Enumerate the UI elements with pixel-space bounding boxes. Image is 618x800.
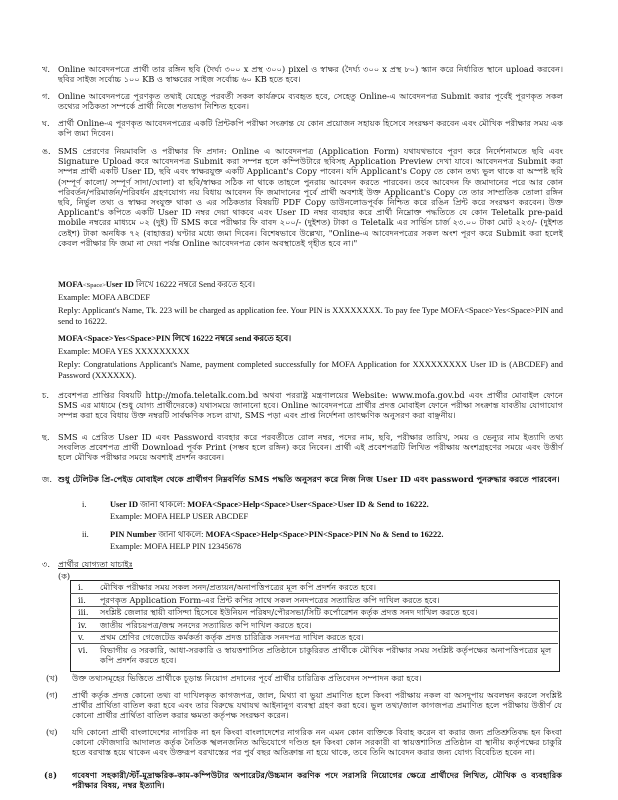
section-uma-text: SMS প্রেরণের নিয়মাবলি ও পরীক্ষার ফি প্রদান: Online এ আবেদনপত্র (Application Form) যথাযথভাবে পূরণ করে নির্দেশনামতে ছবি এবং Signature Upload করে আবেদনপত্র Submit করা সম্পন্ন হলে কম্পিউটারে ছবিসহ Application Preview দেখা যাবে। আবেদনপত্র Submit করা সম্পন্ন প্রার্থী একটি User ID, ছবি এবং স্বাক্ষরযুক্ত একটি Applicant's Copy পাবেন। যদি Applicant's Copy তে কোন তথ্য ভুল থাকে বা অস্পষ্ট ছবি (সম্পূর্ণ কালো/ সম্পূর্ণ সাদা/ঘোলা) বা ছবি/স্বাক্ষর সঠিক না থাকে তাহলে পুনরায় আবেদন করতে পারবেন। তবে আবেদন ফি জমাদানের পরে আর কোন পরিবর্তন/পরিমার্জন/পরিবর্ধন গ্রহণযোগ্য নয় বিধায় আবেদন ফি জমাদানের পূর্বে প্রার্থী অবশ্যই উক্ত Applicant's Copy তে তার সাম্প্রতিক তোলা রঙ্গিন ছবি, নির্ভুল তথ্য ও স্বাক্ষর সংযুক্ত থাকা ও এর সঠিকতার বিষয়টি PDF Copy ডাউনলোডপূর্বক নিশ্চিত করে রঙিন প্রিন্ট করে সংরক্ষণ করবেন। উক্ত Applicant's কপিতে একটি User ID নম্বর দেয়া থাকবে এবং User ID নম্বর ব্যবহার করে প্রার্থী নিম্নোক্ত পদ্ধতিতে যে কোন Teletalk pre-paid mobile নম্বরের মাধ্যমে ০২ (দুই) টি SMS করে পরীক্ষার ফি বাবদ ২০০/- (দুইশত) টাকা ও Teletalk এর সার্ভিস চার্জ ২৩.০০ টাকা মোট ২২৩/- (দুইশত তেইশ) টাকা অনধিক ৭২ (বাহাত্তর) ঘণ্টার মধ্যে জমা দিবেন। বিশেষভাবে উল্লেখ্য, "Online-এ আবেদনপত্রের সকল অংশ পূরণ করে Submit করা হলেই কেবল পরীক্ষার ফি জমা না দেয়া পর্যন্ত Online আবেদনপত্র কোন অবস্থাতেই গৃহীত হবে না।" <box>58 146 563 248</box>
recovery-ii-lead: PIN Number <box>110 530 157 539</box>
recovery-ii-lead-rest: জানা থাকলে: <box>158 530 204 539</box>
eligibility-item-label: ii. <box>78 594 86 605</box>
eligibility-ka-label: (ক) <box>58 571 71 581</box>
section-ja-text: শুধু টেলিটক প্রি-পেইড মোবাইল থেকে প্রার্থীগণ নিম্নবর্ণিত SMS পদ্ধতি অনুসরণ করে নিজ নিজ User ID এবং password পুনরুদ্ধার করতে পারবেন। <box>58 474 560 484</box>
eligibility-item-text: পূরণকৃত Application Form-এর প্রিন্ট কপির সাথে সকল সনদপত্রের সত্যায়িত কপি দাখিল করতে হবে। <box>100 594 440 605</box>
sms-first-space: <Space> <box>82 282 106 289</box>
sms-second-example: Example: MOFA YES XXXXXXXXX <box>58 347 190 356</box>
eligibility-title: প্রার্থীর যোগ্যতা যাচাইঃ <box>58 559 134 569</box>
eligibility-item-text: সংশ্লিষ্ট জেলার স্থায়ী বাসিন্দা হিসেবে ইউনিয়ন পরিষদ/পৌরসভা/সিটি কর্পোরেশন কর্তৃক প্রদত্ত সনদ দাখিল করতে হবে। <box>100 607 478 617</box>
eligibility-kha-label: (খ) <box>46 673 58 683</box>
section-ja-number: জ. <box>42 474 52 484</box>
eligibility-ga-label: (গ) <box>46 690 58 700</box>
eligibility-item-label: i. <box>78 582 84 592</box>
section-chha-text: SMS এ প্রেরিত User ID এবং Password ব্যবহার করে পরবর্তীতে রোল নম্বর, পদের নাম, ছবি, পরীক্ষার তারিখ, সময় ও ভেন্যুর নাম ইত্যাদি তথ্য সংবলিত প্রবেশপত্র প্রার্থী Download পূর্বক Print (সম্ভব হলে রঙ্গিন) করে নিবেন। প্রার্থী এই প্রবেশপত্রটি লিখিত পরীক্ষায় অংশগ্রহণের সময়ে এবং উত্তীর্ণ হলে মৌখিক পরীক্ষার সময়ে অবশ্যই প্রদর্শন করবেন। <box>58 432 563 463</box>
eligibility-item-text: প্রথম শ্রেণির গেজেটেড কর্মকর্তা কর্তৃক প্রদত্ত চারিত্রিক সনদপত্র দাখিল করতে হবে। <box>100 632 364 642</box>
section-chha-number: ছ. <box>42 432 50 442</box>
sms-second-command: MOFA<Space>Yes<Space>PIN লিখে 16222 নম্বরে send করতে হবে। <box>58 334 292 343</box>
eligibility-item-text: বিভাগীয় ও সরকারি, আধা-সরকারি ও স্বায়ত্তশাসিত প্রতিষ্ঠানে চাকুরিরত প্রার্থীকে মৌখিক পরীক্ষার সময় সংশ্লিষ্ট কর্তৃপক্ষের অনাপত্তিপত্রের মূল কপি প্রদর্শন করতে হবে। <box>100 644 552 665</box>
section-uma-number: ঙ. <box>42 146 51 156</box>
section-cha-text: প্রবেশপত্র প্রাপ্তির বিষয়টি http://mofa.teletalk.com.bd অথবা পররাষ্ট্র মন্ত্রণালয়ের Website: www.mofa.gov.bd এবং প্রার্থীর মোবাইল ফোনে SMS এর মাধ্যমে (শুধু যোগ্য প্রার্থীদেরকে) যথাসময়ে জানানো হবে। Online আবেদনপত্রে প্রার্থীর প্রদত্ত মোবাইল ফোনে পরীক্ষা সংক্রান্ত যাবতীয় যোগাযোগ সম্পন্ন করা হবে বিধায় উক্ত নম্বরটি সার্বক্ষণিক সচল রাখা, SMS পড়া এবং প্রাপ্ত নির্দেশনা তাৎক্ষণিক অনুসরণ করা বাঞ্ছনীয়। <box>58 390 563 421</box>
eligibility-gha-label: (ঘ) <box>46 727 58 737</box>
section-cha-number: চ. <box>42 390 50 400</box>
eligibility-item-text: জাতীয় পরিচয়পত্র/জন্ম সনদের সত্যায়িত কপি দাখিল করতে হবে। <box>100 619 312 630</box>
recovery-i-lead-rest: জানা থাকলে: <box>140 500 186 509</box>
sms-first-command <box>58 279 255 291</box>
sms-first-suffix: লিখে 16222 নম্বরে Send করতে হবে। <box>135 280 256 289</box>
footer-number: (৪) <box>44 770 58 780</box>
eligibility-item-label: iv. <box>78 619 87 630</box>
recovery-ii-label: ii. <box>82 530 89 539</box>
recovery-i-command: MOFA<Space>Help<Space>User<Space>User ID & Send to 16222. <box>187 500 429 509</box>
section-gha-text: প্রার্থী Online-এ পূরণকৃত আবেদনপত্রের একটি প্রিন্টকপি পরীক্ষা সংক্রান্ত যে কোন প্রয়োজন সহায়ক হিসেবে সংরক্ষণ করবেন এবং মৌখিক পরীক্ষার সময় এক কপি জমা দিবেন। <box>58 118 563 139</box>
section-kha-number: খ. <box>42 64 50 74</box>
section-gha-number: ঘ. <box>42 118 50 128</box>
recovery-ii-line <box>110 530 560 541</box>
sms-first-prefix: MOFA <box>58 280 83 289</box>
recovery-i-line <box>110 500 560 511</box>
eligibility-gha-text: যদি কোনো প্রার্থী বাংলাদেশের নাগরিক না হন কিংবা বাংলাদেশের নাগরিক নন এমন কোন ব্যক্তিকে বিবাহ করেন বা করার জন্য প্রতিশ্রুতিবদ্ধ হন কিংবা কোনো ফৌজদারি আদালত কর্তৃক নৈতিক স্খলনজনিত অভিযোগে দণ্ডিত হন কিংবা কোন সরকারী বা স্বায়ত্তশাসিত প্রতিষ্ঠান বা স্থানীয় কর্তৃপক্ষের চাকুরি হতে বরখাস্ত হয়ে থাকেন এবং উক্তরূপ বরখাস্তের পর পুর্ব বছর অতিক্রান্ত না হয়ে থাকে, তবে তিনি আবেদন করার জন্য যোগ্য বিবেচিত হবেন না। <box>72 727 562 758</box>
sms-second-reply: Reply: Congratulations Applicant's Name, payment completed successfully for MOFA Application for XXXXXXXXX User ID is (ABCDEF) and Password (XXXXXX). <box>58 360 563 380</box>
eligibility-ga-text: প্রার্থী কর্তৃক প্রদত্ত কোনো তথ্য বা দাখিলকৃত কাগজপত্র, জাল, মিথ্যা বা ভুয়া প্রমাণিত হলে কিংবা পরীক্ষায় নকল বা অসদুপায় অবলম্বন করলে সংশ্লিষ্ট প্রার্থীর প্রার্থিতা বাতিল করা হবে এবং তার বিরুদ্ধে যথাযথ আইনানুগ ব্যবস্থা গ্রহণ করা হবে। ভুল তথ্য/জাল কাগজপত্র প্রমাণিত হলে পরীক্ষায় উত্তীর্ণ যে কোনো প্রার্থীর প্রার্থিতা বাতিল করার ক্ষমতা কর্তৃপক্ষ সংরক্ষণ করেন। <box>72 690 562 721</box>
eligibility-number: ৩. <box>42 559 50 569</box>
section-ga-number: গ. <box>42 91 50 101</box>
sms-first-userid: User ID <box>105 280 134 289</box>
eligibility-item-label: iii. <box>78 607 89 617</box>
recovery-i-example: Example: MOFA HELP USER ABCDEF <box>110 512 249 521</box>
recovery-i-label: i. <box>82 500 87 509</box>
recovery-ii-example: Example: MOFA HELP PIN 12345678 <box>110 542 242 551</box>
eligibility-item-text: মৌখিক পরীক্ষার সময় সকল সনদ/প্রত্যয়ন/অনাপত্তিপত্রের মূল কপি প্রদর্শন করতে হবে। <box>100 582 377 592</box>
sms-first-reply: Reply: Applicant's Name, Tk. 223 will be charged as application fee. Your PIN is XXXXXXXX. To pay fee Type MOFA<Space>Yes<Space>PIN and send to 16222. <box>58 306 563 326</box>
section-kha-text: Online আবেদনপত্রে প্রার্থী তার রঙ্গিন ছবি (দৈর্ঘ্য ৩০০ x প্রস্থ ৩০০) pixel ও স্বাক্ষর (দৈর্ঘ্য ৩০০ x প্রস্থ ৮০) স্ক্যান করে নির্ধারিত স্থানে upload করবেন। ছবির সাইজ সর্বোচ্চ ১০০ KB ও স্বাক্ষরের সাইজ সর্বোচ্চ ৬০ KB হতে হবে। <box>58 64 563 85</box>
section-ga-text: Online আবেদনপত্রে পূরণকৃত তথ্যই যেহেতু পরবর্তী সকল কার্যক্রমে ব্যবহৃত হবে, সেহেতু Online-এ আবেদনপত্র Submit করার পূর্বেই পূরণকৃত সকল তথ্যের সঠিকতা সম্পর্কে প্রার্থী নিজে শতভাগ নিশ্চিত হবেন। <box>58 91 563 112</box>
recovery-ii-command: MOFA<Space>Help<Space>PIN<Space>PIN No & Send to 16222. <box>205 530 444 539</box>
eligibility-kha-text: উক্ত তথ্যসমূহের ভিত্তিতে প্রার্থীকে চূড়ান্ত নিয়োগ প্রদানের পূর্বে প্রার্থীর চারিত্রিক প্রতিবেদন সম্পাদন করা হবে। <box>72 673 422 683</box>
eligibility-item-label: v. <box>78 632 85 642</box>
footer-text: গবেষণা সহকারী/স্টাঁ-মুদ্রাক্ষরিক-কাম-কম্পিউটার অপারেটর/উচ্চমান করণিক পদে সরাসরি নিয়োগের ক্ষেত্রে প্রার্থীদের লিখিত, মৌখিক ও ব্যবহারিক পরীক্ষার বিষয়, নম্বর ইত্যাদি। <box>72 770 562 791</box>
sms-first-example: Example: MOFA ABCDEF <box>58 293 150 302</box>
eligibility-item-label: vi. <box>78 644 88 655</box>
recovery-i-lead: User ID <box>110 500 138 509</box>
